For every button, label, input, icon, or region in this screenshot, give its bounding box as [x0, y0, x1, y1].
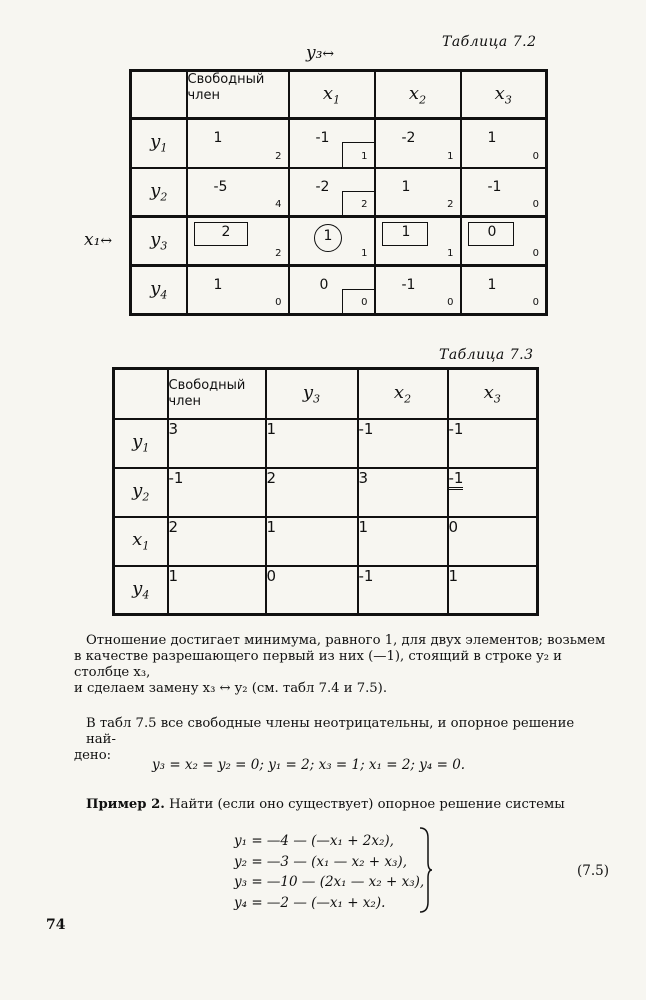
value-box: [194, 222, 248, 246]
cell: 1 1: [375, 217, 461, 266]
header-col-x1: $x_1$: [289, 71, 375, 119]
text-line: дено:: [74, 748, 112, 763]
equation-line: y₄ = —2 — (—x₁ + x₂).: [234, 894, 386, 911]
cell: -1 1: [289, 119, 375, 168]
cell: -1: [358, 419, 448, 468]
row-label-y4: $y_4$: [114, 566, 168, 615]
pivot-column-label: y₃: [306, 43, 323, 63]
table-7-2-caption: Таблица 7.2: [442, 34, 537, 50]
cell: 1 2: [187, 119, 289, 168]
cell: 1 0: [461, 119, 547, 168]
example-label: Пример 2.: [86, 797, 165, 812]
corner-cell: [131, 71, 187, 119]
table-row: [131, 266, 547, 315]
corner-bracket: [342, 191, 375, 218]
cell: 1: [266, 419, 358, 468]
header-free-term: Свободный член: [187, 71, 289, 119]
header-col-x2: $x_2$: [375, 71, 461, 119]
cell: 0: [266, 566, 358, 615]
pivot-row-marker: [84, 230, 112, 250]
cell: -5 4: [187, 168, 289, 217]
cell: -1 0: [461, 168, 547, 217]
right-brace: [418, 826, 434, 914]
example-heading: [86, 797, 565, 813]
cell: 1 1: [289, 217, 375, 266]
cell: -1: [358, 566, 448, 615]
cell: 2: [168, 517, 266, 566]
swap-arrow-icon: ↔: [322, 46, 335, 62]
page-number: 74: [46, 917, 66, 933]
cell: -2 2: [289, 168, 375, 217]
equation-line: y₂ = —3 — (x₁ — x₂ + x₃),: [234, 853, 407, 870]
corner-cell: [114, 369, 168, 419]
cell: -1 0: [375, 266, 461, 315]
cell: 1 2: [375, 168, 461, 217]
table-row: [131, 217, 547, 266]
row-label-y2: $y_2$: [114, 468, 168, 517]
cell: 2 2: [187, 217, 289, 266]
cell: 2: [266, 468, 358, 517]
cell: -2 1: [375, 119, 461, 168]
equation-line: y₁ = —4 — (—x₁ + 2x₂),: [234, 833, 394, 849]
row-label-y2: $y_2$: [131, 168, 187, 217]
text-line: и сделаем замену x₃ ↔ y₂ (см. табл 7.4 и 7.5).: [74, 681, 388, 696]
pivot-row-label: x₁: [84, 230, 101, 250]
cell: 0: [448, 517, 538, 566]
equation-line: y₃ = —10 — (2x₁ — x₂ + x₃),: [234, 874, 425, 890]
cell: 1: [266, 517, 358, 566]
table-row: [114, 419, 538, 468]
cell: 0 0: [289, 266, 375, 315]
pivot-column-marker: [306, 43, 334, 63]
row-label-y3: $y_3$: [131, 217, 187, 266]
cell: 1 0: [187, 266, 289, 315]
cell: -1: [448, 468, 538, 517]
table-row: [114, 517, 538, 566]
table-row: [131, 119, 547, 168]
text-line: В табл 7.5 все свободные члены неотрицательны, и опорное решение най-: [86, 716, 575, 747]
cell: 1: [358, 517, 448, 566]
corner-bracket: [342, 142, 375, 169]
table-row: [131, 168, 547, 217]
table-row: [114, 468, 538, 517]
equation-number: (7.5): [577, 863, 610, 879]
row-label-y1: $y_1$: [114, 419, 168, 468]
cell: 0 0: [461, 217, 547, 266]
table-7-2: [129, 69, 548, 316]
row-label-y1: $y_1$: [131, 119, 187, 168]
cell: 3: [358, 468, 448, 517]
swap-arrow-icon: ↔: [100, 233, 113, 249]
cell: 1: [448, 566, 538, 615]
header-free-term: Свободный член: [168, 369, 266, 419]
text-line: Отношение достигает минимума, равного 1, для двух элементов; возьмем: [86, 633, 606, 648]
cell: 3: [168, 419, 266, 468]
table-row: [114, 566, 538, 615]
cell: -1: [448, 419, 538, 468]
table-7-3: [112, 367, 539, 616]
paragraph-pivot-choice: [74, 633, 606, 697]
equation-system: [234, 831, 424, 913]
header-col-x3: $x_3$: [448, 369, 538, 419]
header-col-y3: $y_3$: [266, 369, 358, 419]
corner-bracket: [342, 289, 375, 316]
cell: 1: [168, 566, 266, 615]
header-col-x2: $x_2$: [358, 369, 448, 419]
table-7-3-caption: Таблица 7.3: [439, 347, 534, 363]
solution-equation: y₃ = x₂ = y₂ = 0; y₁ = 2; x₃ = 1; x₁ = 2; y₄ = 0.: [152, 757, 466, 773]
text-line: в качестве разрешающего первый из них (—1), стоящий в строке y₂ и столбце x₃,: [74, 649, 562, 680]
row-label-x1: $x_1$: [114, 517, 168, 566]
example-text: Найти (если оно существует) опорное решение системы: [169, 797, 565, 812]
cell: -1: [168, 468, 266, 517]
cell: 1 0: [461, 266, 547, 315]
row-label-y4: $y_4$: [131, 266, 187, 315]
header-col-x3: $x_3$: [461, 71, 547, 119]
